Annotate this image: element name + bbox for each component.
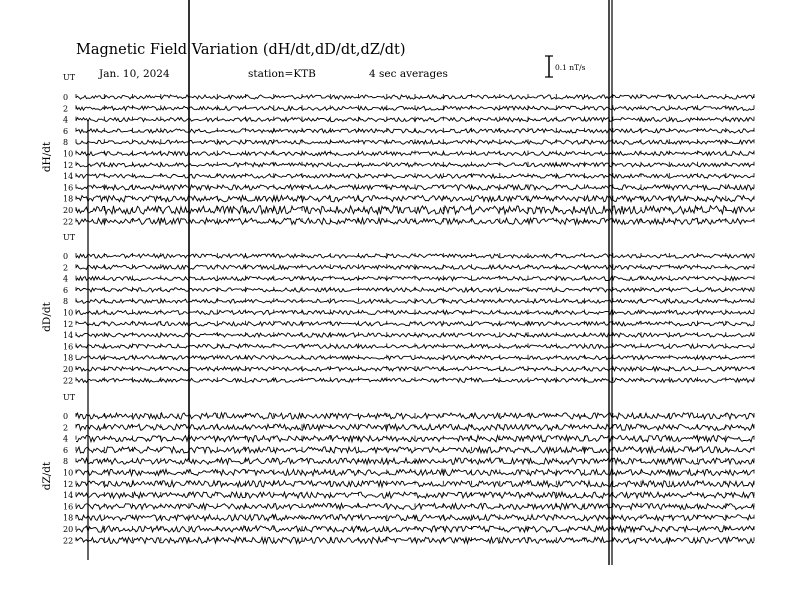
hour-label: 0 (63, 412, 69, 421)
hour-label: 0 (63, 93, 69, 102)
hour-label: 20 (63, 365, 74, 374)
hour-label: 22 (63, 217, 74, 227)
panels (41, 73, 754, 545)
panel-dZ-dt (41, 393, 754, 545)
hour-label: 16 (63, 342, 74, 352)
averaging-label: 4 sec averages (369, 68, 448, 80)
hour-label: 2 (63, 423, 69, 433)
hour-label: 8 (63, 457, 69, 467)
hour-label: 4 (63, 115, 69, 125)
ut-label: UT (63, 393, 76, 402)
hour-label: 18 (63, 513, 74, 523)
hour-label: 10 (63, 308, 74, 318)
chart-title: Magnetic Field Variation (dH/dt,dD/dt,dZ/dt) (76, 42, 406, 58)
hour-label: 18 (63, 194, 74, 204)
vertical-events (88, 0, 612, 565)
hour-label: 14 (63, 331, 74, 341)
panel-dD-dt (41, 233, 754, 385)
hour-label: 2 (63, 263, 69, 273)
hour-label: 6 (63, 285, 69, 295)
hour-label: 4 (63, 434, 69, 444)
panel-dH-dt (41, 73, 754, 226)
panel-ylabel: dZ/dt (41, 461, 53, 491)
hour-label: 10 (63, 468, 74, 478)
hour-label: 20 (63, 206, 74, 215)
hour-label: 14 (63, 172, 74, 182)
hour-label: 10 (63, 149, 74, 159)
panel-ylabel: dH/dt (41, 141, 53, 173)
hour-label: 22 (63, 376, 74, 386)
ut-label: UT (63, 73, 76, 82)
scale-bar (545, 56, 586, 77)
hour-label: 6 (63, 126, 69, 136)
hour-label: 12 (63, 319, 74, 329)
hour-label: 20 (63, 525, 74, 534)
hour-label: 8 (63, 138, 69, 148)
station-label: station=KTB (248, 68, 316, 80)
hour-label: 14 (63, 491, 74, 501)
date-label: Jan. 10, 2024 (99, 68, 170, 80)
hour-label: 12 (63, 479, 74, 489)
ut-label: UT (63, 233, 76, 242)
panel-ylabel: dD/dt (41, 302, 53, 332)
hour-label: 2 (63, 104, 69, 114)
hour-label: 16 (63, 183, 74, 193)
hour-label: 22 (63, 536, 74, 546)
hour-label: 8 (63, 297, 69, 307)
hour-label: 6 (63, 445, 69, 455)
hour-label: 16 (63, 502, 74, 512)
hour-label: 12 (63, 160, 74, 170)
hour-label: 4 (63, 274, 69, 284)
hour-label: 18 (63, 353, 74, 363)
scale-bar-label: 0.1 nT/s (555, 63, 586, 72)
hour-label: 0 (63, 252, 69, 261)
